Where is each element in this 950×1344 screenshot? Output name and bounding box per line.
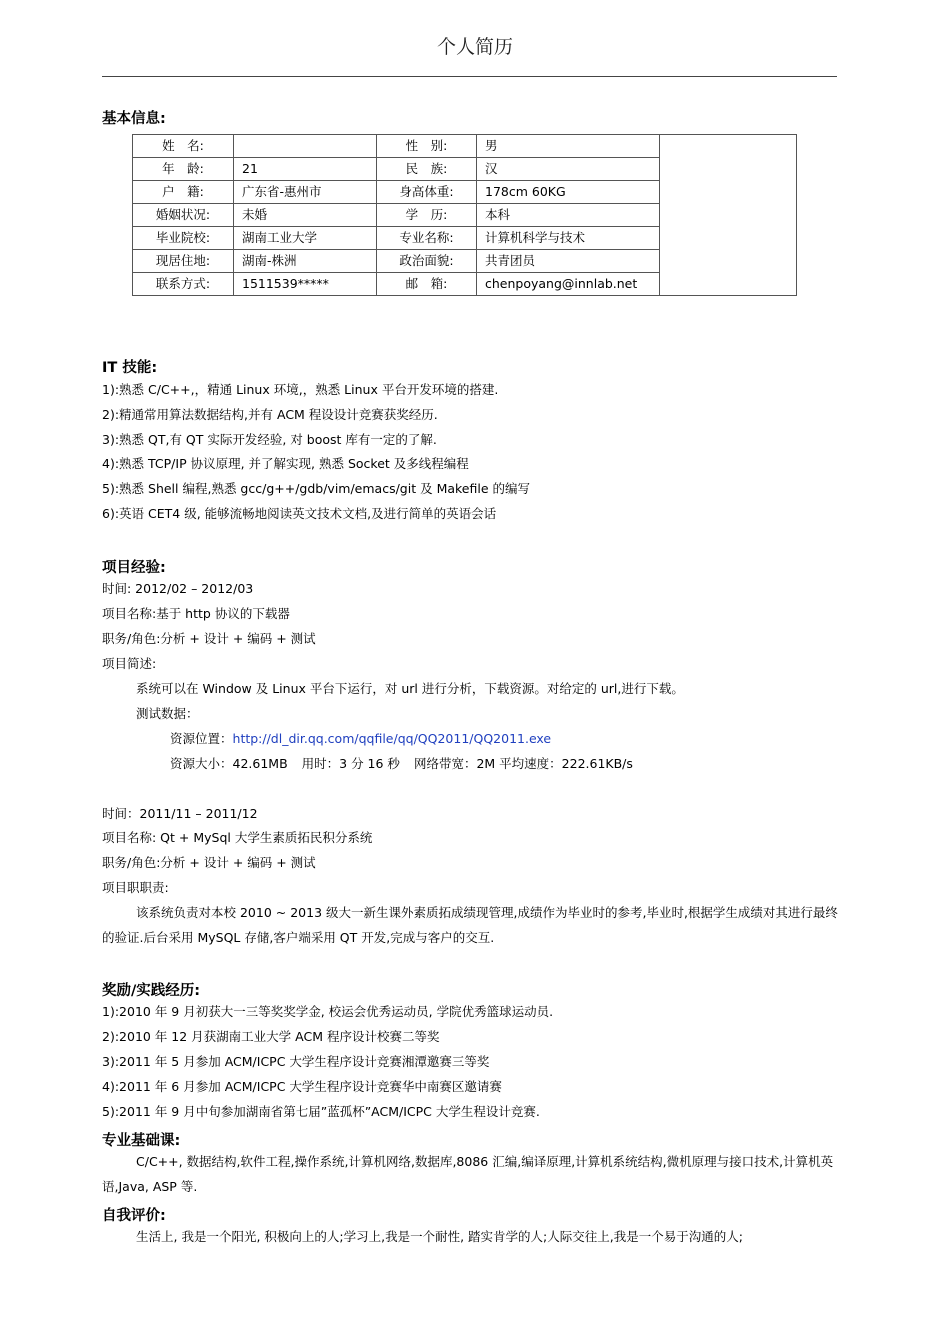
value-cell: 男 — [477, 135, 660, 158]
project-desc-label: 项目简述: — [102, 656, 157, 671]
value-cell: 178cm 60KG — [477, 181, 660, 204]
awards-heading: 奖励/实践经历: — [102, 983, 201, 999]
value-cell: 计算机科学与技术 — [477, 227, 660, 250]
page-title: 个人简历 — [436, 36, 513, 58]
list-item: 4):熟悉 TCP/IP 协议原理, 并了解实现, 熟悉 Socket 及多线程编程 — [102, 456, 469, 471]
value-cell: 湖南-株洲 — [234, 250, 377, 273]
resource-location-label: 资源位置： — [170, 731, 233, 746]
photo-cell — [660, 135, 797, 296]
list-item: 3):熟悉 QT,有 QT 实际开发经验, 对 boost 库有一定的了解. — [102, 432, 437, 447]
self-eval-text: 生活上, 我是一个阳光, 积极向上的人;学习上,我是一个耐性, 踏实肯学的人;人际交往上,我是一个易于沟通的人; — [136, 1229, 743, 1244]
skills-heading: IT 技能: — [102, 360, 158, 376]
average-speed: 平均速度：222.61KB/s — [499, 756, 633, 771]
self-eval-heading: 自我评价: — [102, 1208, 166, 1224]
list-item: 1):熟悉 C/C++,，精通 Linux 环境,，熟悉 Linux 平台开发环境的搭建. — [102, 382, 499, 397]
project-role: 职务/角色:分析 + 设计 + 编码 + 测试 — [102, 855, 316, 870]
list-item: 5):2011 年 9 月中旬参加湖南省第七届”蓝孤杯”ACM/ICPC 大学生程设计竞赛. — [102, 1104, 540, 1119]
label-cell: 婚姻状况: — [133, 204, 234, 227]
project-name: 项目名称:基于 http 协议的下载器 — [102, 606, 290, 621]
label-cell: 学 历: — [377, 204, 477, 227]
label-cell: 户 籍: — [133, 181, 234, 204]
project-name: 项目名称: Qt + MySql 大学生素质拓民积分系统 — [102, 830, 373, 845]
project-role: 职务/角色:分析 + 设计 + 编码 + 测试 — [102, 631, 316, 646]
project-time: 时间：2011/11 – 2011/12 — [102, 806, 258, 821]
label-cell: 性 别: — [377, 135, 477, 158]
label-cell: 政治面貌: — [377, 250, 477, 273]
value-cell: 21 — [234, 158, 377, 181]
courses-text: C/C++, 数据结构,软件工程,操作系统,计算机网络,数据库,8086 汇编,编译原理,计算机系统结构,微机原理与接口技术,计算机英语,Java, ASP 等. — [102, 1154, 834, 1194]
value-cell — [234, 135, 377, 158]
label-cell: 联系方式: — [133, 273, 234, 296]
value-cell: 本科 — [477, 204, 660, 227]
label-cell: 身高体重: — [377, 181, 477, 204]
value-cell: 共青团员 — [477, 250, 660, 273]
list-item: 4):2011 年 6 月参加 ACM/ICPC 大学生程序设计竞赛华中南赛区邀请赛 — [102, 1079, 502, 1094]
list-item: 2):2010 年 12 月获湖南工业大学 ACM 程序设计校赛二等奖 — [102, 1029, 440, 1044]
list-item: 5):熟悉 Shell 编程,熟悉 gcc/g++/gdb/vim/emacs/git 及 Makefile 的编写 — [102, 481, 531, 496]
label-cell: 年 龄: — [133, 158, 234, 181]
resource-stats — [170, 756, 633, 772]
project-desc: 该系统负责对本校 2010 ~ 2013 级大一新生课外素质拓成绩现管理,成绩作为毕业时的参考,毕业时,根据学生成绩对其进行最终的验证.后台采用 MySQL 存储,客户端采用 QT 开发,完成与客户的交互. — [102, 905, 838, 945]
resource-location — [170, 731, 551, 747]
label-cell: 专业名称: — [377, 227, 477, 250]
download-duration: 用时：3 分 16 秒 — [301, 756, 400, 771]
resource-url-link[interactable]: http://dl_dir.qq.com/qqfile/qq/QQ2011/QQ2011.exe — [232, 731, 552, 746]
label-cell: 邮 箱: — [377, 273, 477, 296]
title-divider — [102, 76, 837, 77]
network-bandwidth: 网络带宽：2M — [413, 756, 496, 771]
project-time: 时间: 2012/02 – 2012/03 — [102, 581, 254, 596]
basic-info-table — [132, 134, 797, 296]
value-cell: 1511539***** — [234, 273, 377, 296]
value-cell: 未婚 — [234, 204, 377, 227]
table-row — [133, 135, 797, 158]
projects-heading: 项目经验: — [102, 560, 166, 576]
courses-heading: 专业基础课: — [102, 1133, 181, 1149]
label-cell: 毕业院校: — [133, 227, 234, 250]
label-cell: 姓 名: — [133, 135, 234, 158]
value-cell: 湖南工业大学 — [234, 227, 377, 250]
project-desc: 系统可以在 Window 及 Linux 平台下运行，对 url 进行分析，下载资源。对给定的 url,进行下载。 — [136, 681, 684, 696]
list-item: 2):精通常用算法数据结构,并有 ACM 程设设计竞赛获奖经历. — [102, 407, 438, 422]
resource-size: 资源大小：42.61MB — [170, 756, 288, 771]
list-item: 6):英语 CET4 级, 能够流畅地阅读英文技术文档,及进行简单的英语会话 — [102, 506, 497, 521]
project-duty-label: 项目职职责: — [102, 880, 169, 895]
list-item: 3):2011 年 5 月参加 ACM/ICPC 大学生程序设计竞赛湘潭邀赛三等奖 — [102, 1054, 490, 1069]
label-cell: 民 族: — [377, 158, 477, 181]
value-cell: 广东省-惠州市 — [234, 181, 377, 204]
value-cell: 汉 — [477, 158, 660, 181]
label-cell: 现居住地: — [133, 250, 234, 273]
basic-info-heading: 基本信息: — [102, 111, 166, 127]
list-item: 1):2010 年 9 月初获大一三等奖奖学金, 校运会优秀运动员, 学院优秀篮球运动员. — [102, 1004, 554, 1019]
test-data-label: 测试数据： — [136, 706, 199, 721]
value-cell: chenpoyang@innlab.net — [477, 273, 660, 296]
